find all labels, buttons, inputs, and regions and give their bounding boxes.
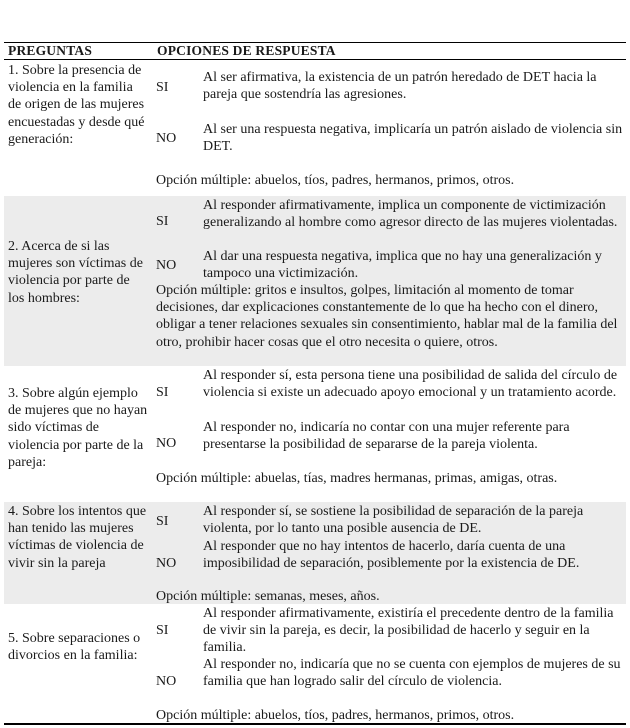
no-label: NO xyxy=(156,674,177,689)
header-preguntas: PREGUNTAS xyxy=(8,43,93,58)
no-explanation: Al ser una respuesta negativa, implicaría un patrón aislado de violencia sin DET. xyxy=(203,122,623,155)
si-explanation: Al responder afirmativamente, existiría el precedente dentro de la familia de vivir sin la pareja, es decir, la posibilidad de hacerlo y seguir en la familia. xyxy=(203,606,614,656)
si-explanation: Al responder sí, se sostiene la posibilidad de separación de la pareja violenta, por lo tanto una posible ausencia de DE. xyxy=(203,504,584,537)
question-text: 4. Sobre los intentos que han tenido las mujeres víctimas de violencia de vivir sin la pareja xyxy=(8,504,147,571)
question-text: 2. Acerca de si las mujeres son víctimas de violencia por parte de los hombres: xyxy=(8,239,143,306)
table-row xyxy=(4,604,626,722)
question-text: 5. Sobre separaciones o divorcios en la familia: xyxy=(8,631,141,664)
si-label: SI xyxy=(156,514,169,529)
multiple-choice-options: Opción múltiple: semanas, meses, años. xyxy=(156,589,380,604)
table-row xyxy=(4,60,626,196)
no-label: NO xyxy=(156,436,177,451)
multiple-choice-options: Opción múltiple: abuelas, tías, madres hermanas, primas, amigas, otras. xyxy=(156,471,558,486)
multiple-choice-options: Opción múltiple: abuelos, tíos, padres, hermanos, primos, otros. xyxy=(156,708,515,723)
table-row xyxy=(4,502,626,604)
si-label: SI xyxy=(156,80,169,95)
no-explanation: Al responder no, indicaría que no se cuenta con ejemplos de mujeres de su familia que han logrado salir del círculo de violencia. xyxy=(203,657,621,690)
si-label: SI xyxy=(156,214,169,229)
no-explanation: Al dar una respuesta negativa, implica que no hay una generalización y tampoco una victimización. xyxy=(203,249,602,282)
no-explanation: Al responder que no hay intentos de hacerlo, daría cuenta de una imposibilidad de separación, posiblemente por la existencia de DE. xyxy=(203,539,580,572)
si-explanation: Al responder sí, esta persona tiene una posibilidad de salida del círculo de violencia si existe un adecuado apoyo emocional y un tratamiento acorde. xyxy=(203,368,618,401)
no-label: NO xyxy=(156,556,177,571)
si-label: SI xyxy=(156,623,169,638)
si-label: SI xyxy=(156,385,169,400)
no-label: NO xyxy=(156,258,177,273)
multiple-choice-options: Opción múltiple: gritos e insultos, golpes, limitación al momento de tomar decisiones, dar explicaciones constantemente de lo que ha hecho con el dinero, obligar a tener relaciones sexuales sin consentimiento, hablar mal de la familia del otro, prohibir hacer cosas que el otro necesita o quiere, otros. xyxy=(156,283,618,350)
no-explanation: Al responder no, indicaría no contar con una mujer referente para presentarse la posibilidad de separarse de la pareja violenta. xyxy=(203,420,570,453)
question-text: 1. Sobre la presencia de violencia en la familia de origen de las mujeres encuestadas y desde qué generación: xyxy=(8,63,145,147)
table-row xyxy=(4,196,626,366)
table-row xyxy=(4,367,626,501)
si-explanation: Al ser afirmativa, la existencia de un patrón heredado de DET hacia la pareja que sostendría las agresiones. xyxy=(203,70,597,103)
table-bottom-rule xyxy=(4,723,626,725)
no-label: NO xyxy=(156,131,177,146)
header-opciones: OPCIONES DE RESPUESTA xyxy=(157,43,336,58)
question-text: 3. Sobre algún ejemplo de mujeres que no hayan sido víctimas de violencia por parte de la pareja: xyxy=(8,386,148,470)
multiple-choice-options: Opción múltiple: abuelos, tíos, padres, hermanos, primos, otros. xyxy=(156,173,515,188)
si-explanation: Al responder afirmativamente, implica un componente de victimización generalizando al hombre como agresor directo de las mujeres violentadas. xyxy=(203,198,618,231)
